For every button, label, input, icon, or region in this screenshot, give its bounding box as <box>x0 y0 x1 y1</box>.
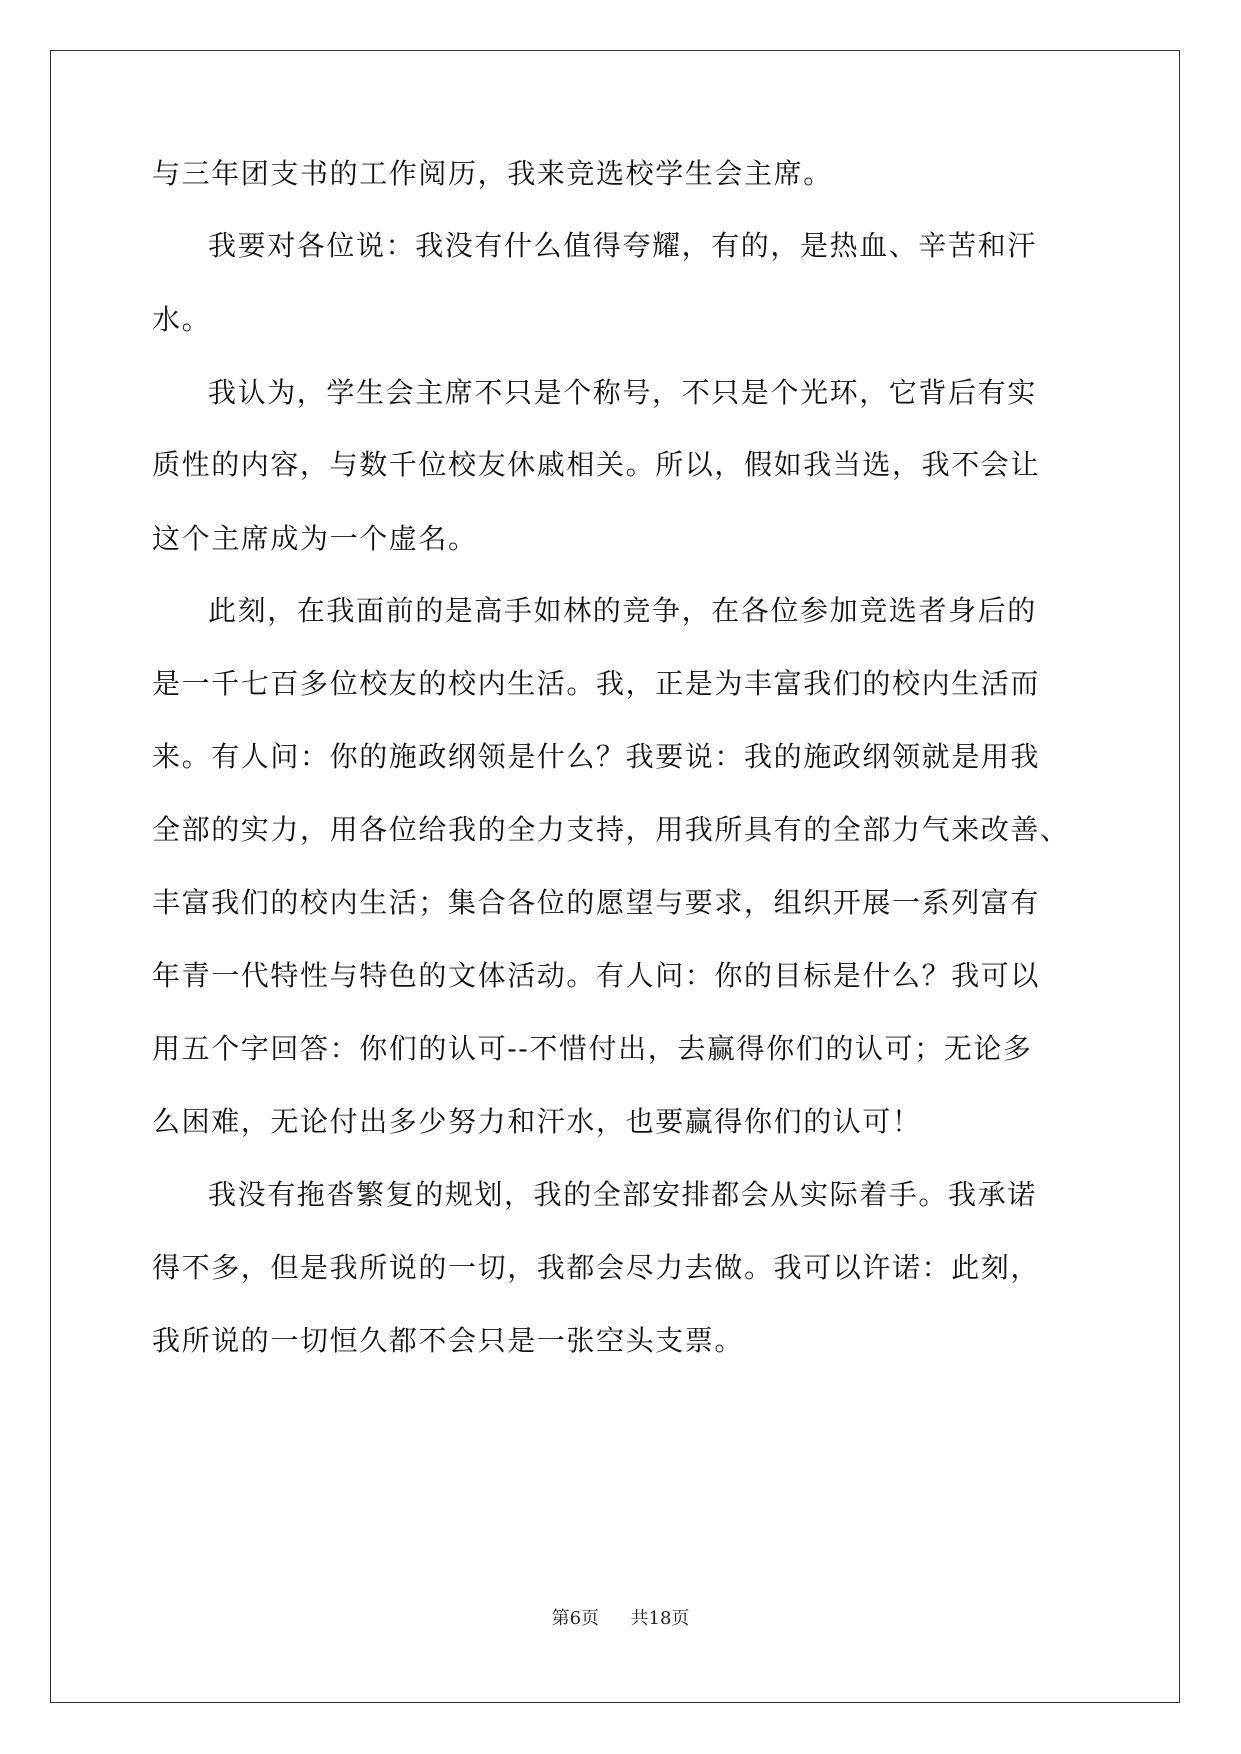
text-line: 用五个字回答：你们的认可--不惜付出，去赢得你们的认可；无论多 <box>152 1032 1033 1065</box>
text-line: 年青一代特性与特色的文体活动。有人问：你的目标是什么？我可以 <box>152 959 1041 992</box>
text-line: 我要对各位说：我没有什么值得夸耀，有的，是热血、辛苦和汗 <box>208 229 1037 262</box>
text-line: 是一千七百多位校友的校内生活。我，正是为丰富我们的校内生活而 <box>152 667 1041 700</box>
text-line: 我没有拖沓繁复的规划，我的全部安排都会从实际着手。我承诺 <box>208 1178 1037 1211</box>
text-line: 质性的内容，与数千位校友休戚相关。所以，假如我当选，我不会让 <box>152 448 1041 481</box>
text-line: 我认为，学生会主席不只是个称号，不只是个光环，它背后有实 <box>208 376 1037 409</box>
text-line: 来。有人问：你的施政纲领是什么？我要说：我的施政纲领就是用我 <box>152 740 1041 773</box>
page-border <box>50 50 1180 1703</box>
page-footer <box>0 1608 1241 1630</box>
text-line: 水。 <box>152 303 212 336</box>
text-line: 此刻，在我面前的是高手如林的竞争，在各位参加竞选者身后的 <box>208 594 1037 627</box>
text-line: 我所说的一切恒久都不会只是一张空头支票。 <box>152 1324 745 1357</box>
page-number: 第6页 <box>551 1608 600 1629</box>
text-line: 这个主席成为一个虚名。 <box>152 522 478 555</box>
text-line: 丰富我们的校内生活；集合各位的愿望与要求，组织开展一系列富有 <box>152 886 1041 919</box>
page-total: 共18页 <box>630 1608 690 1629</box>
text-line: 全部的实力，用各位给我的全力支持，用我所具有的全部力气来改善、 <box>152 813 1070 846</box>
text-line: 与三年团支书的工作阅历，我来竞选校学生会主席。 <box>152 157 833 190</box>
text-line: 么困难，无论付出多少努力和汗水，也要赢得你们的认可！ <box>152 1105 922 1138</box>
text-line: 得不多，但是我所说的一切，我都会尽力去做。我可以许诺：此刻， <box>152 1251 1041 1284</box>
